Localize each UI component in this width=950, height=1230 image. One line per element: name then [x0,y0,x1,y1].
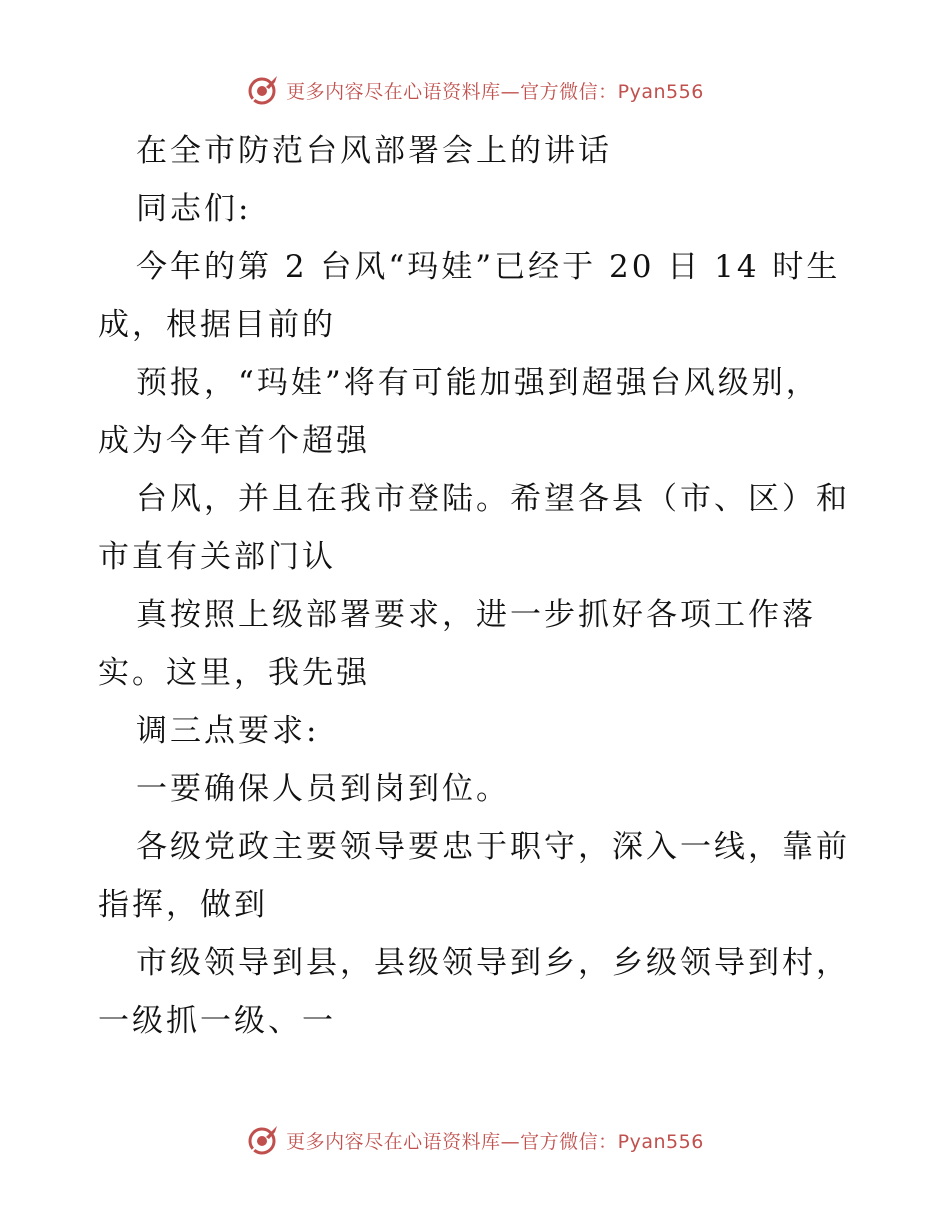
salutation: 同志们: [136,191,252,227]
paragraph-line: 市直有关部门认 [98,539,336,575]
paragraph-line: 各级党政主要领导要忠于职守，深入一线，靠前 [136,829,850,865]
quill-pen-logo-icon [246,73,280,107]
section-heading: 一要确保人员到岗到位。 [136,771,510,807]
paragraph-line: 预报，“玛娃”将有可能加强到超强台风级别， [136,365,820,401]
paragraph-line: 市级领导到县，县级领导到乡，乡级领导到村， [136,945,850,981]
document-title: 在全市防范台风部署会上的讲话 [136,133,612,169]
paragraph-line: 今年的第 2 台风“玛娃”已经于 20 日 14 时生 [136,249,841,285]
paragraph-line: 一级抓一级、一 [98,1003,336,1039]
paragraph-line: 调三点要求: [136,713,320,749]
quill-pen-logo-icon [246,1123,280,1157]
banner-site-text: 更多内容尽在心语资料库 [286,1130,501,1153]
banner-wechat-text: 官方微信：Pyan556 [520,80,704,103]
banner-wechat-text: 官方微信：Pyan556 [520,1130,704,1153]
document-body [98,122,858,1050]
banner-separator: — [500,1130,521,1153]
banner-text [286,77,704,104]
banner-site-text: 更多内容尽在心语资料库 [286,80,501,103]
paragraph-line: 成为今年首个超强 [98,423,370,459]
banner-text [286,1127,704,1154]
paragraph-line: 真按照上级部署要求，进一步抓好各项工作落 [136,597,816,633]
footer-banner [0,1120,950,1160]
paragraph-line: 台风，并且在我市登陆。希望各县（市、区）和 [136,481,850,517]
paragraph-line: 实。这里，我先强 [98,655,370,691]
paragraph-line: 成，根据目前的 [98,307,336,343]
header-banner [0,70,950,110]
banner-separator: — [500,80,521,103]
paragraph-line: 指挥，做到 [98,887,268,923]
